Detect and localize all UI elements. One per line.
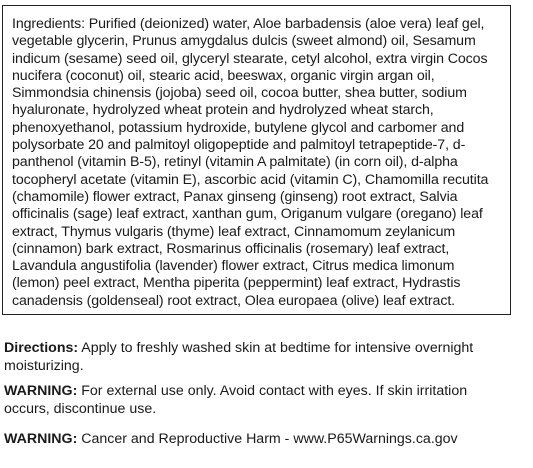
prop65-warning-text: Cancer and Reproductive Harm - www.P65Warnings.ca.gov	[77, 431, 458, 447]
directions-label: Directions:	[4, 340, 79, 356]
external-use-warning	[4, 383, 514, 418]
external-use-warning-text: For external use only. Avoid contact with eyes. If skin irritation occurs, discontinue use.	[4, 383, 468, 417]
warning-label: WARNING:	[4, 383, 78, 399]
warning-label: WARNING:	[4, 431, 78, 447]
ingredients-text: Ingredients: Purified (deionized) water, Aloe barbadensis (aloe vera) leaf gel, vegetable glycerin, Prunus amygdalus dulcis (sweet almond) oil, Sesamum indicum (sesame) seed oil, glyceryl stearate, cetyl alcohol, extra virgin Cocos nucifera (coconut) oil, stearic acid, beeswax, organic virgin argan oil, Simmondsia chinensis (jojoba) seed oil, cocoa butter, shea butter, sodium hyaluronate, hydrolyzed wheat protein and hydrolyzed wheat starch, phenoxyethanol, potassium hydroxide, butylene glycol and carbomer and polysorbate 20 and palmitoyl oligopeptide and palmitoyl tetrapeptide-7, d-panthenol (vitamin B-5), retinyl (vitamin A palmitate) (in corn oil), d-alpha tocopheryl acetate (vitamin E), ascorbic acid (vitamin C), Chamomilla recutita (chamomile) flower extract, Panax ginseng (ginseng) root extract, Salvia officinalis (sage) leaf extract, xanthan gum, Origanum vulgare (oregano) leaf extract, Thymus vulgaris (thyme) leaf extract, Cinnamomum zeylanicum (cinnamon) bark extract, Rosmarinus officinalis (rosemary) leaf extract, Lavandula angustifolia (lavender) flower extract, Citrus medica limonum (lemon) peel extract, Mentha piperita (peppermint) leaf extract, Hydrastis canadensis (goldenseal) root extract, Olea europaea (olive) leaf extract.	[12, 16, 489, 309]
ingredients-box	[2, 5, 511, 315]
prop65-warning	[4, 431, 514, 449]
directions-section	[4, 340, 514, 375]
directions-text: Apply to freshly washed skin at bedtime for intensive overnight moisturizing.	[4, 340, 474, 374]
